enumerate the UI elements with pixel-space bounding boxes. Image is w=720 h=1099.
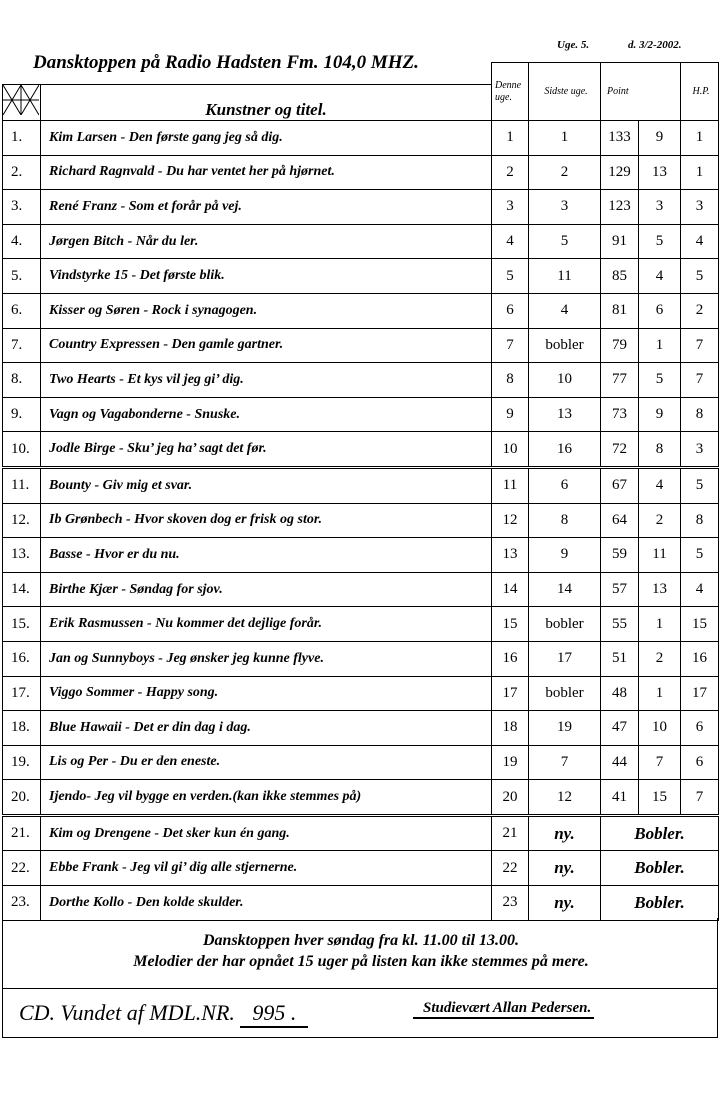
artist-and-title: Viggo Sommer - Happy song.	[41, 676, 492, 711]
rank-number: 6.	[3, 293, 41, 328]
rank-number: 4.	[3, 224, 41, 259]
footer-broadcast-info: Dansktoppen hver søndag fra kl. 11.00 til 13.00.	[202, 932, 520, 949]
last-week-position: bobler	[529, 328, 601, 363]
chart-row	[3, 363, 719, 398]
chart-row	[3, 121, 719, 156]
points-value: 85	[601, 259, 639, 294]
last-week-position: 6	[529, 467, 601, 503]
bubbler-row	[3, 886, 719, 921]
artist-and-title: Two Hearts - Et kys vil jeg gi’ dig.	[41, 363, 492, 398]
week-label: Uge. 5.	[557, 39, 590, 51]
last-week-position: 16	[529, 432, 601, 468]
this-week-position: 6	[492, 293, 529, 328]
this-week-position: 17	[492, 676, 529, 711]
points-value: 73	[601, 397, 639, 432]
rank-number: 22.	[3, 851, 41, 886]
this-week-position: 20	[492, 780, 529, 816]
this-week-position: 22	[492, 851, 529, 886]
chart-row	[3, 711, 719, 746]
new-entry-label: ny.	[529, 851, 601, 886]
rank-number: 2.	[3, 155, 41, 190]
artist-and-title: Kisser og Søren - Rock i synagogen.	[41, 293, 492, 328]
rank-number: 11.	[3, 467, 41, 503]
weeks-total: 6	[639, 293, 681, 328]
cd-number-value: 995	[252, 1000, 286, 1025]
artist-and-title: Dorthe Kollo - Den kolde skulder.	[41, 886, 492, 921]
last-week-position: 11	[529, 259, 601, 294]
last-week-position: 2	[529, 155, 601, 190]
chart-row	[3, 503, 719, 538]
this-week-position: 4	[492, 224, 529, 259]
points-value: 72	[601, 432, 639, 468]
col-artist-title: Kunstner og titel.	[41, 85, 492, 121]
artist-and-title: Ib Grønbech - Hvor skoven dog er frisk og stor.	[41, 503, 492, 538]
artist-and-title: Jodle Birge - Sku’ jeg ha’ sagt det før.	[41, 432, 492, 468]
artist-and-title: Jørgen Bitch - Når du ler.	[41, 224, 492, 259]
peak-position: 5	[681, 259, 719, 294]
chart-body	[3, 121, 719, 921]
new-entry-label: ny.	[529, 815, 601, 851]
rank-number: 9.	[3, 397, 41, 432]
rank-number: 14.	[3, 572, 41, 607]
last-week-position: 12	[529, 780, 601, 816]
chart-row	[3, 224, 719, 259]
chart-row	[3, 190, 719, 225]
bubbler-status: Bobler.	[601, 886, 719, 921]
this-week-position: 23	[492, 886, 529, 921]
points-value: 129	[601, 155, 639, 190]
weeks-total: 1	[639, 676, 681, 711]
chart-row	[3, 259, 719, 294]
points-value: 44	[601, 745, 639, 780]
artist-and-title: Vagn og Vagabonderne - Snuske.	[41, 397, 492, 432]
weeks-total: 9	[639, 397, 681, 432]
weeks-total: 13	[639, 572, 681, 607]
bubbler-row	[3, 851, 719, 886]
artist-and-title: Bounty - Giv mig et svar.	[41, 467, 492, 503]
weeks-total: 2	[639, 641, 681, 676]
artist-and-title: Lis og Per - Du er den eneste.	[41, 745, 492, 780]
col-peak: H.P.	[681, 63, 719, 121]
rank-number: 21.	[3, 815, 41, 851]
studio-host: Studievært Allan Pedersen.	[413, 1000, 594, 1019]
artist-and-title: Country Expressen - Den gamle gartner.	[41, 328, 492, 363]
peak-position: 6	[681, 711, 719, 746]
weeks-total: 7	[639, 745, 681, 780]
this-week-position: 12	[492, 503, 529, 538]
artist-and-title: Jan og Sunnyboys - Jeg ønsker jeg kunne flyve.	[41, 641, 492, 676]
last-week-position: 17	[529, 641, 601, 676]
artist-and-title: Kim og Drengene - Det sker kun én gang.	[41, 815, 492, 851]
cross-box	[3, 85, 41, 121]
last-week-position: 3	[529, 190, 601, 225]
peak-position: 8	[681, 397, 719, 432]
footer-divider	[3, 988, 717, 989]
footer	[2, 918, 718, 1038]
chart-row	[3, 293, 719, 328]
rank-number: 8.	[3, 363, 41, 398]
new-entry-label: ny.	[529, 886, 601, 921]
weeks-total: 4	[639, 467, 681, 503]
last-week-position: 9	[529, 538, 601, 573]
last-week-position: 10	[529, 363, 601, 398]
points-value: 79	[601, 328, 639, 363]
this-week-position: 18	[492, 711, 529, 746]
cd-number-suffix: .	[290, 1000, 297, 1025]
peak-position: 5	[681, 538, 719, 573]
this-week-position: 11	[492, 467, 529, 503]
artist-and-title: Birthe Kjær - Søndag for sjov.	[41, 572, 492, 607]
date-label: d. 3/2-2002.	[628, 39, 682, 51]
last-week-position: 5	[529, 224, 601, 259]
bubbler-status: Bobler.	[601, 815, 719, 851]
col-last-week: Sidste uge.	[529, 63, 601, 121]
cd-winner-label: CD. Vundet af MDL.NR.	[19, 1000, 235, 1025]
rank-number: 12.	[3, 503, 41, 538]
this-week-position: 21	[492, 815, 529, 851]
artist-and-title: Ebbe Frank - Jeg vil gi’ dig alle stjernerne.	[41, 851, 492, 886]
rank-number: 1.	[3, 121, 41, 156]
points-value: 48	[601, 676, 639, 711]
peak-position: 7	[681, 363, 719, 398]
weeks-total: 10	[639, 711, 681, 746]
chart-row	[3, 155, 719, 190]
chart-row	[3, 328, 719, 363]
weeks-total: 1	[639, 607, 681, 642]
cd-winner-number	[240, 1000, 308, 1028]
rank-number: 16.	[3, 641, 41, 676]
this-week-position: 5	[492, 259, 529, 294]
chart-row	[3, 397, 719, 432]
this-week-position: 16	[492, 641, 529, 676]
peak-position: 15	[681, 607, 719, 642]
cross-pattern-icon	[3, 85, 39, 115]
peak-position: 7	[681, 780, 719, 816]
peak-position: 16	[681, 641, 719, 676]
chart-row	[3, 467, 719, 503]
points-value: 91	[601, 224, 639, 259]
rank-number: 5.	[3, 259, 41, 294]
col-this-week: Denne uge.	[492, 63, 529, 121]
artist-and-title: Basse - Hvor er du nu.	[41, 538, 492, 573]
chart-row	[3, 745, 719, 780]
peak-position: 8	[681, 503, 719, 538]
artist-and-title: Richard Ragnvald - Du har ventet her på hjørnet.	[41, 155, 492, 190]
this-week-position: 8	[492, 363, 529, 398]
last-week-position: 8	[529, 503, 601, 538]
peak-position: 4	[681, 224, 719, 259]
peak-position: 5	[681, 467, 719, 503]
last-week-position: 4	[529, 293, 601, 328]
peak-position: 3	[681, 190, 719, 225]
rank-number: 15.	[3, 607, 41, 642]
peak-position: 4	[681, 572, 719, 607]
artist-and-title: Kim Larsen - Den første gang jeg så dig.	[41, 121, 492, 156]
weeks-total: 3	[639, 190, 681, 225]
rank-number: 20.	[3, 780, 41, 816]
points-value: 57	[601, 572, 639, 607]
points-value: 59	[601, 538, 639, 573]
weeks-total: 11	[639, 538, 681, 573]
peak-position: 7	[681, 328, 719, 363]
col-points: Point	[601, 63, 681, 121]
points-value: 123	[601, 190, 639, 225]
points-value: 133	[601, 121, 639, 156]
weeks-total: 5	[639, 363, 681, 398]
weeks-total: 2	[639, 503, 681, 538]
rank-number: 3.	[3, 190, 41, 225]
rank-number: 19.	[3, 745, 41, 780]
peak-position: 6	[681, 745, 719, 780]
points-value: 67	[601, 467, 639, 503]
this-week-position: 3	[492, 190, 529, 225]
chart-row	[3, 607, 719, 642]
rank-number: 17.	[3, 676, 41, 711]
weeks-total: 5	[639, 224, 681, 259]
points-value: 64	[601, 503, 639, 538]
last-week-position: 13	[529, 397, 601, 432]
this-week-position: 1	[492, 121, 529, 156]
artist-and-title: Vindstyrke 15 - Det første blik.	[41, 259, 492, 294]
this-week-position: 14	[492, 572, 529, 607]
this-week-position: 15	[492, 607, 529, 642]
rank-number: 13.	[3, 538, 41, 573]
weeks-total: 13	[639, 155, 681, 190]
weeks-total: 9	[639, 121, 681, 156]
rank-number: 7.	[3, 328, 41, 363]
peak-position: 3	[681, 432, 719, 468]
last-week-position: bobler	[529, 676, 601, 711]
peak-position: 2	[681, 293, 719, 328]
points-value: 77	[601, 363, 639, 398]
rank-number: 23.	[3, 886, 41, 921]
chart-row	[3, 432, 719, 468]
rank-number: 18.	[3, 711, 41, 746]
peak-position: 1	[681, 121, 719, 156]
this-week-position: 2	[492, 155, 529, 190]
points-value: 41	[601, 780, 639, 816]
peak-position: 1	[681, 155, 719, 190]
points-value: 81	[601, 293, 639, 328]
this-week-position: 10	[492, 432, 529, 468]
artist-and-title: Ijendo- Jeg vil bygge en verden.(kan ikke stemmes på)	[41, 780, 492, 816]
page-title: Dansktoppen på Radio Hadsten Fm. 104,0 MHZ.	[33, 52, 419, 73]
last-week-position: 1	[529, 121, 601, 156]
this-week-position: 9	[492, 397, 529, 432]
chart-table	[2, 62, 719, 921]
chart-row	[3, 572, 719, 607]
peak-position: 17	[681, 676, 719, 711]
weeks-total: 1	[639, 328, 681, 363]
chart-row	[3, 641, 719, 676]
weeks-total: 4	[639, 259, 681, 294]
last-week-position: 7	[529, 745, 601, 780]
cd-winner	[19, 1000, 308, 1028]
footer-voting-rule: Melodier der har opnået 15 uger på listen kan ikke stemmes på mere.	[133, 953, 589, 970]
this-week-position: 19	[492, 745, 529, 780]
last-week-position: bobler	[529, 607, 601, 642]
weeks-total: 15	[639, 780, 681, 816]
artist-and-title: Blue Hawaii - Det er din dag i dag.	[41, 711, 492, 746]
weeks-total: 8	[639, 432, 681, 468]
bubbler-row	[3, 815, 719, 851]
rank-number: 10.	[3, 432, 41, 468]
this-week-position: 7	[492, 328, 529, 363]
bubbler-status: Bobler.	[601, 851, 719, 886]
last-week-position: 19	[529, 711, 601, 746]
chart-row	[3, 538, 719, 573]
artist-and-title: Erik Rasmussen - Nu kommer det dejlige forår.	[41, 607, 492, 642]
header-row-top	[3, 63, 719, 85]
points-value: 55	[601, 607, 639, 642]
this-week-position: 13	[492, 538, 529, 573]
chart-row	[3, 780, 719, 816]
last-week-position: 14	[529, 572, 601, 607]
points-value: 51	[601, 641, 639, 676]
points-value: 47	[601, 711, 639, 746]
chart-row	[3, 676, 719, 711]
artist-and-title: René Franz - Som et forår på vej.	[41, 190, 492, 225]
